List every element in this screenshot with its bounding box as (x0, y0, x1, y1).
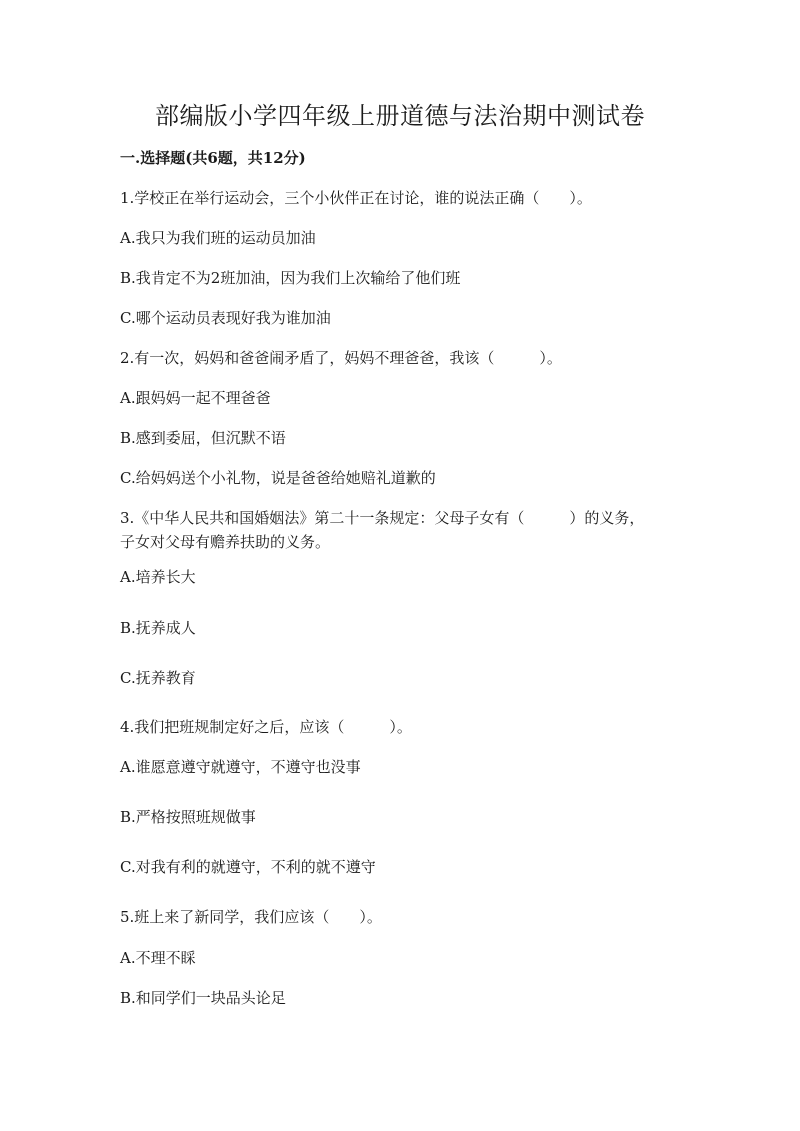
question-2-stem: 2.有一次，妈妈和爸爸闹矛盾了，妈妈不理爸爸，我该（ ）。 (120, 349, 562, 367)
page-title: 部编版小学四年级上册道德与法治期中测试卷 (155, 102, 645, 130)
question-1-option-c: C.哪个运动员表现好我为谁加油 (120, 309, 331, 327)
question-4-option-c: C.对我有利的就遵守，不利的就不遵守 (120, 858, 376, 876)
question-3-option-c: C.抚养教育 (120, 669, 196, 687)
question-2-option-c: C.给妈妈送个小礼物，说是爸爸给她赔礼道歉的 (120, 469, 436, 487)
section-heading: 一.选择题(共6题，共12分) (120, 149, 306, 167)
question-3-option-b: B.抚养成人 (120, 619, 196, 637)
question-5-option-b: B.和同学们一块品头论足 (120, 989, 286, 1007)
question-2-option-a: A.跟妈妈一起不理爸爸 (120, 389, 271, 407)
question-1-option-b: B.我肯定不为2班加油，因为我们上次输给了他们班 (120, 269, 461, 287)
question-5-option-a: A.不理不睬 (120, 949, 196, 967)
question-3-stem-line-1: 3.《中华人民共和国婚姻法》第二十一条规定：父母子女有（ ）的义务， (120, 509, 645, 527)
question-1-option-a: A.我只为我们班的运动员加油 (120, 229, 316, 247)
question-4-option-b: B.严格按照班规做事 (120, 808, 256, 826)
question-4-option-a: A.谁愿意遵守就遵守，不遵守也没事 (120, 758, 361, 776)
question-4-stem: 4.我们把班规制定好之后，应该（ ）。 (120, 718, 412, 736)
question-5-stem: 5.班上来了新同学，我们应该（ ）。 (120, 908, 382, 926)
question-2-option-b: B.感到委屈，但沉默不语 (120, 429, 286, 447)
question-3-stem-line-2: 子女对父母有赡养扶助的义务。 (120, 533, 331, 551)
question-3-option-a: A.培养长大 (120, 568, 196, 586)
question-1-stem: 1.学校正在举行运动会，三个小伙伴正在讨论，谁的说法正确（ ）。 (120, 189, 592, 207)
